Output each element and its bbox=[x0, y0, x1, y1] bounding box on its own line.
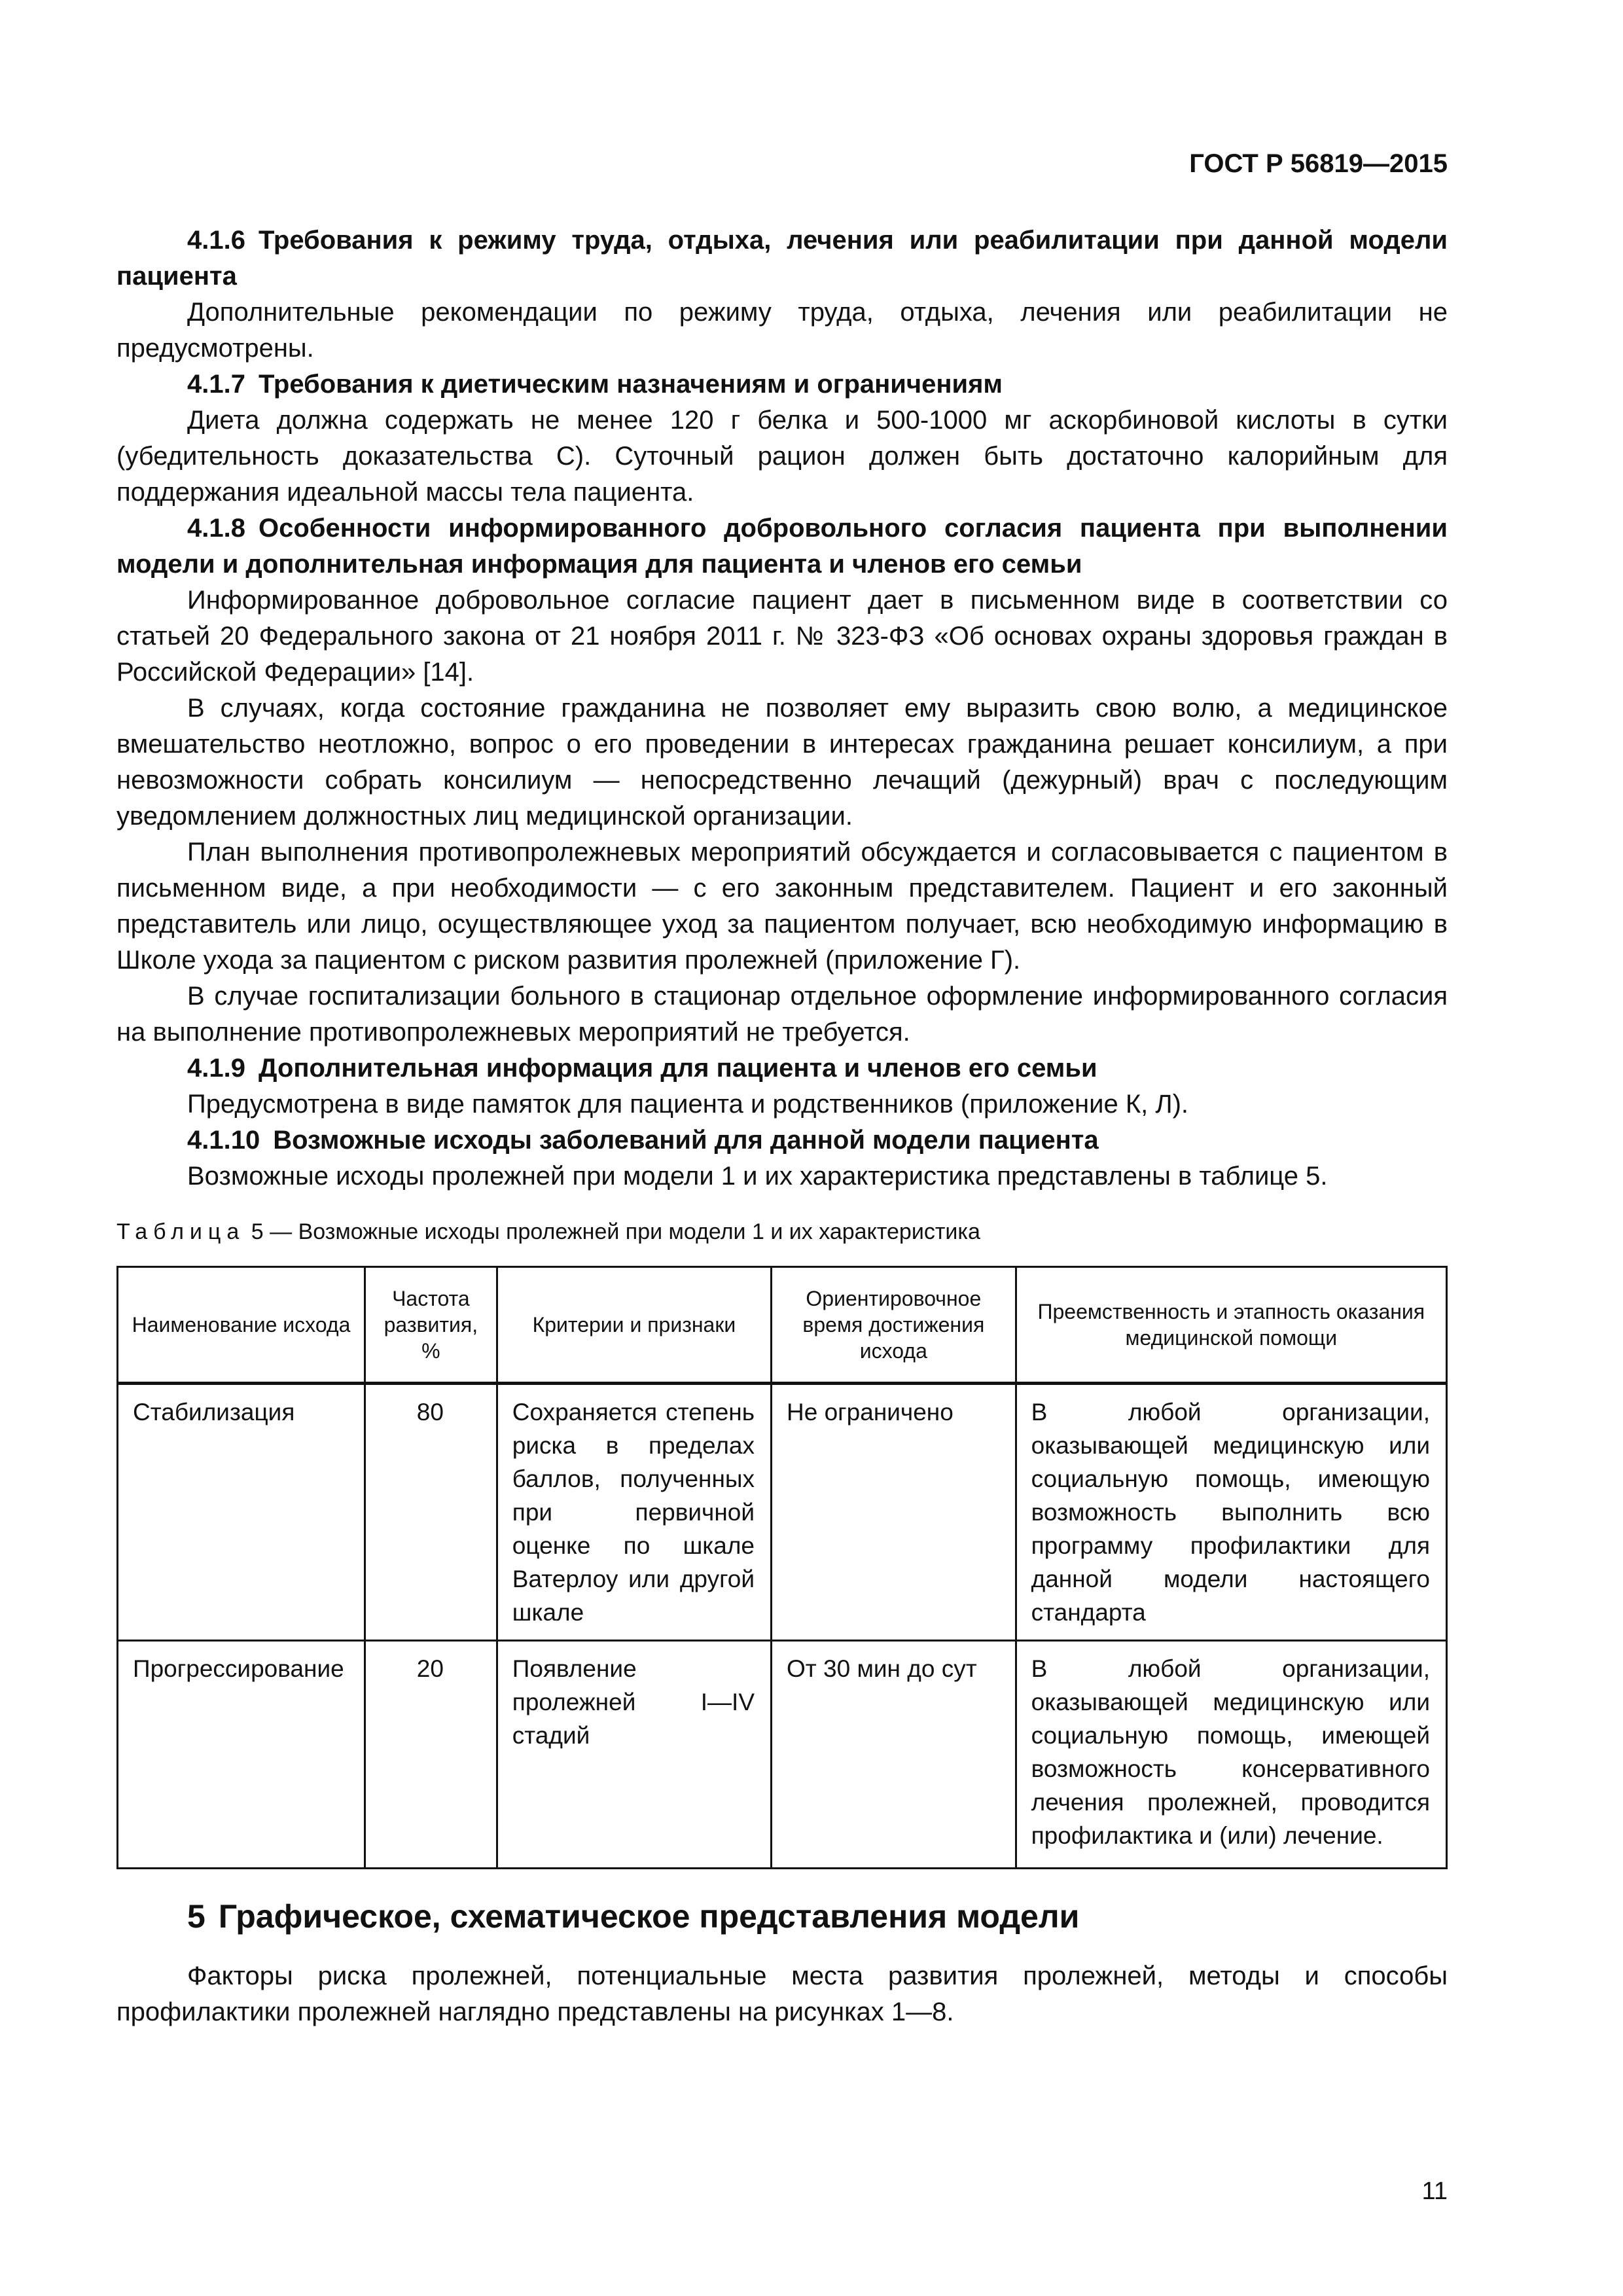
page-number: 11 bbox=[1421, 2178, 1448, 2205]
paragraph: Предусмотрена в виде памяток для пациента и родственников (приложение К, Л). bbox=[187, 1090, 1189, 1119]
header-frequency: Частота развития, % bbox=[365, 1267, 497, 1384]
paragraph: Дополнительные рекомендации по режиму труда, отдыха, лечения или реабилитации не предусмотрены. bbox=[116, 298, 1448, 363]
paragraph: План выполнения противопролежневых мероприятий обсуждается и согласовывается с пациентом в письменном виде, а при необходимости — с его законным представителем. Пациент и его законный представитель или лицо, осуществляющее уход за пациентом получает, всю необходимую информацию в Школе ухода за пациентом с риском развития пролежней (приложение Г). bbox=[116, 838, 1448, 975]
cell-care-continuity: В любой организации, оказывающей медицинскую или социальную помощь, имеющей возможность консервативного лечения пролежней, проводится профилактика и (или) лечение. bbox=[1016, 1641, 1446, 1869]
clause-4-1-6-heading bbox=[116, 223, 1448, 295]
table-row bbox=[118, 1384, 1447, 1641]
cell-outcome-name: Стабилизация bbox=[118, 1384, 365, 1641]
table-row bbox=[118, 1641, 1447, 1869]
clause-title: Дополнительная информация для пациента и членов его семьи bbox=[258, 1054, 1097, 1083]
clause-number: 4.1.10 bbox=[187, 1126, 260, 1155]
clause-4-1-8-heading bbox=[116, 511, 1448, 583]
section-number: 5 bbox=[187, 1898, 205, 1935]
paragraph: В случае госпитализации больного в стационар отдельное оформление информированного согласия на выполнение противопролежневых мероприятий не требуется. bbox=[116, 982, 1448, 1047]
body-text bbox=[116, 223, 1448, 1194]
paragraph: Возможные исходы пролежней при модели 1 и их характеристика представлены в таблице 5. bbox=[187, 1162, 1328, 1191]
table-caption bbox=[116, 1219, 980, 1245]
cell-criteria: Сохраняется степень риска в пределах баллов, полученных при первичной оценке по шкале Ватерлоу или другой шкале bbox=[497, 1384, 771, 1641]
header-time: Ориентировочное время достижения исхода bbox=[772, 1267, 1016, 1384]
clause-4-1-9-heading bbox=[116, 1050, 1448, 1086]
table-caption-text: 5 — Возможные исходы пролежней при модели 1 и их характеристика bbox=[251, 1219, 980, 1244]
paragraph: Факторы риска пролежней, потенциальные места развития пролежней, методы и способы профилактики пролежней наглядно представлены на рисунках 1—8. bbox=[116, 1962, 1448, 2026]
paragraph: В случаях, когда состояние гражданина не позволяет ему выразить свою волю, а медицинское вмешательство неотложно, вопрос о его проведении в интересах гражданина решает консилиум, а при невозможности собрать консилиум — непосредственно лечащий (дежурный) врач с последующим уведомлением должностных лиц медицинской организации. bbox=[116, 694, 1448, 831]
clause-title: Особенности информированного добровольного согласия пациента при выполнении модели и дополнительная информация для пациента и членов его семьи bbox=[116, 514, 1448, 579]
header-outcome-name: Наименование исхода bbox=[118, 1267, 365, 1384]
cell-frequency: 80 bbox=[365, 1384, 497, 1641]
clause-4-1-10-heading bbox=[116, 1122, 1448, 1158]
paragraph: Диета должна содержать не менее 120 г белка и 500-1000 мг аскорбиновой кислоты в сутки (убедительность доказательства С). Суточный рацион должен быть достаточно калорийным для поддержания идеальной массы тела пациента. bbox=[116, 406, 1448, 507]
cell-time: Не ограничено bbox=[772, 1384, 1016, 1641]
clause-number: 4.1.7 bbox=[187, 370, 245, 399]
document-id-header: ГОСТ Р 56819—2015 bbox=[1189, 149, 1448, 178]
clause-title: Возможные исходы заболеваний для данной модели пациента bbox=[273, 1126, 1099, 1155]
cell-criteria: Появление пролежней I—IV стадий bbox=[497, 1641, 771, 1869]
clause-number: 4.1.6 bbox=[187, 226, 245, 255]
cell-outcome-name: Прогрессирование bbox=[118, 1641, 365, 1869]
cell-frequency: 20 bbox=[365, 1641, 497, 1869]
clause-4-1-7-heading bbox=[116, 367, 1448, 403]
cell-care-continuity: В любой организации, оказывающей медицинскую или социальную помощь, имеющую возможность выполнить всю программу профилактики для данной модели настоящего стандарта bbox=[1016, 1384, 1446, 1641]
clause-title: Требования к диетическим назначениям и ограничениям bbox=[258, 370, 1003, 399]
clause-number: 4.1.9 bbox=[187, 1054, 245, 1083]
section-title: Графическое, схематическое представления модели bbox=[218, 1898, 1080, 1935]
clause-number: 4.1.8 bbox=[187, 514, 245, 543]
table-caption-word: Таблица bbox=[116, 1219, 245, 1244]
table-header-row bbox=[118, 1267, 1447, 1384]
document-page bbox=[116, 0, 1448, 2296]
header-care-continuity: Преемственность и этапность оказания медицинской помощи bbox=[1016, 1267, 1446, 1384]
outcomes-table bbox=[116, 1266, 1448, 1869]
cell-time: От 30 мин до сут bbox=[772, 1641, 1016, 1869]
header-criteria: Критерии и признаки bbox=[497, 1267, 771, 1384]
clause-title: Требования к режиму труда, отдыха, лечения или реабилитации при данной модели пациента bbox=[116, 226, 1448, 291]
paragraph: Информированное добровольное согласие пациент дает в письменном виде в соответствии со статьей 20 Федерального закона от 21 ноября 2011 г. № 323-ФЗ «Об основах охраны здоровья граждан в Российской Федерации» [14]. bbox=[116, 586, 1448, 687]
section-5-heading bbox=[187, 1897, 1079, 1936]
